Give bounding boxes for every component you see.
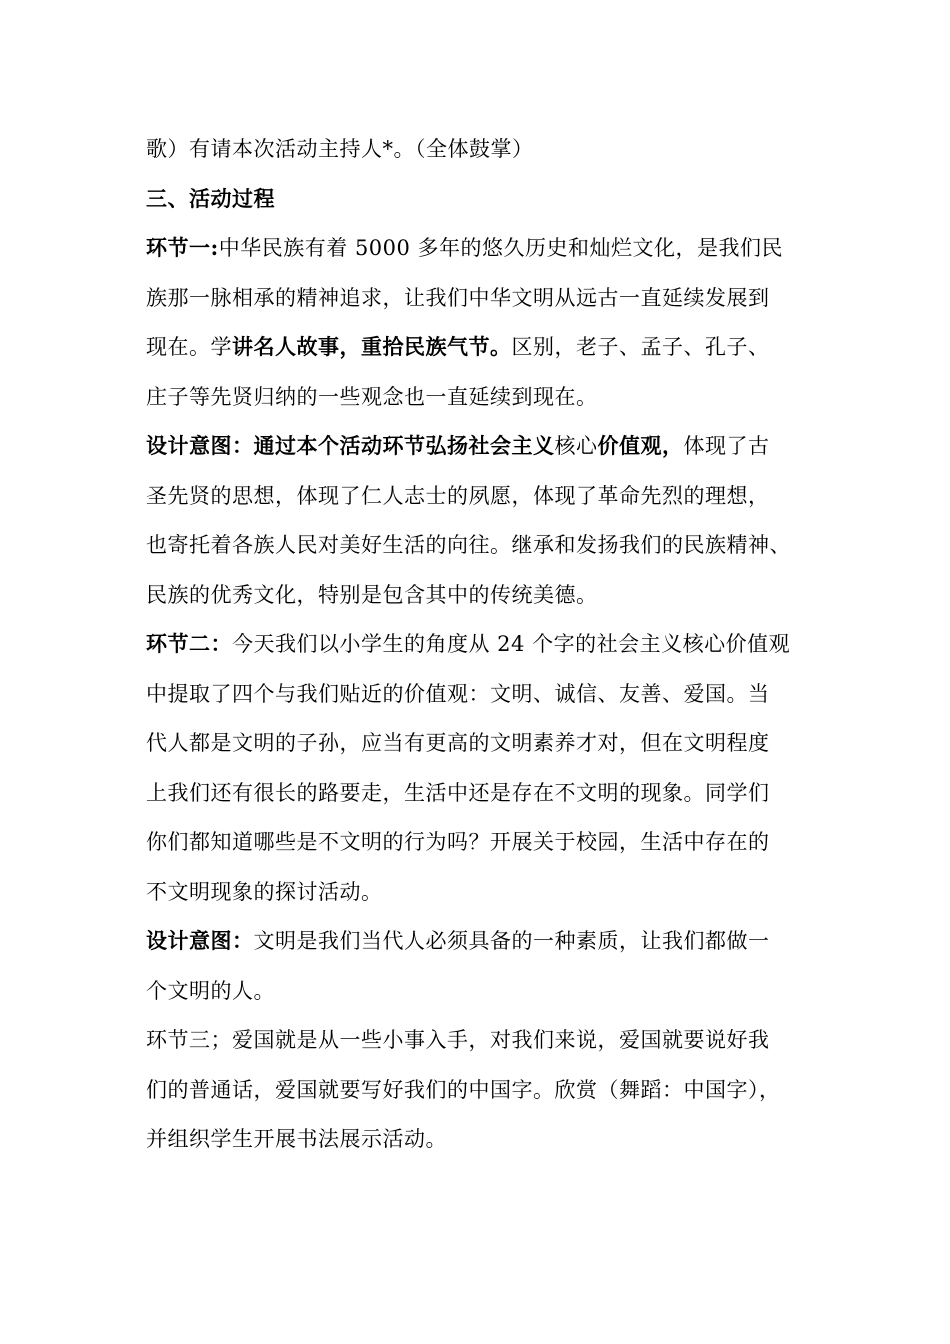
body-text: 歌）有请本次活动主持人*。（全体鼓掌） [146,137,534,161]
body-text: 环节三；爱国就是从一些小事入手，对我们来说，爱国就要说好我 [146,1028,770,1052]
text-line [146,233,783,263]
text-line [146,679,770,709]
text-line [146,877,383,907]
bold-text: 讲名人故事，重拾民族气节。 [232,334,512,359]
body-text: 中提取了四个与我们贴近的价值观：文明、诚信、友善、爱国。当 [146,682,770,706]
text-line [146,431,770,461]
bold-text: 设计意图：通过本个活动环节弘扬社会主义 [146,433,555,458]
text-line [146,530,791,560]
body-text: 上我们还有很长的路要走，生活中还是存在不文明的现象。同学们 [146,781,770,805]
bold-text: 环节一: [146,235,219,260]
text-line [146,926,770,956]
text-line [146,580,598,610]
body-text: 核心 [554,434,598,458]
body-text: 族那一脉相承的精神追求，让我们中华文明从远古一直延续发展到 [146,286,770,310]
body-text: 体现了古 [683,434,770,458]
bold-text: 设计意图： [146,928,254,953]
text-line [146,134,534,164]
text-line [146,1075,781,1105]
text-line [146,184,275,214]
body-text: 不文明现象的探讨活动。 [146,880,383,904]
text-line [146,283,770,313]
text-line [146,728,770,758]
body-text: 现在。学 [146,335,232,359]
text-line [146,976,275,1006]
body-text: 们的普通话，爱国就要写好我们的中国字。欣赏（舞蹈：中国字）， [146,1078,781,1102]
body-text: 区别，老子、孟子、孔子、 [511,335,770,359]
text-line [146,629,790,659]
text-line [146,382,598,412]
text-line [146,1124,447,1154]
bold-text: 价值观， [597,433,684,458]
body-text: 个文明的人。 [146,979,275,1003]
text-line [146,481,770,511]
text-line [146,778,770,808]
text-line [146,1025,770,1055]
body-text: 代人都是文明的子孙，应当有更高的文明素养才对，但在文明程度 [146,731,770,755]
body-text: 你们都知道哪些是不文明的行为吗？开展关于校园，生活中存在的 [146,830,770,854]
bold-text: 环节二： [146,631,232,656]
bold-text: 三、活动过程 [146,186,275,211]
body-text: 今天我们以小学生的角度从 24 个字的社会主义核心价值观 [232,632,791,656]
body-text: 并组织学生开展书法展示活动。 [146,1127,447,1151]
text-line [146,332,770,362]
body-text: 文明是我们当代人必须具备的一种素质，让我们都做一 [253,929,770,953]
body-text: 也寄托着各族人民对美好生活的向往。继承和发扬我们的民族精神、 [146,533,791,557]
body-text: 中华民族有着 5000 多年的悠久历史和灿烂文化，是我们民 [218,236,784,260]
body-text: 民族的优秀文化，特别是包含其中的传统美德。 [146,583,598,607]
text-line [146,827,770,857]
body-text: 庄子等先贤归纳的一些观念也一直延续到现在。 [146,385,598,409]
body-text: 圣先贤的思想，体现了仁人志士的夙愿，体现了革命先烈的理想， [146,484,770,508]
